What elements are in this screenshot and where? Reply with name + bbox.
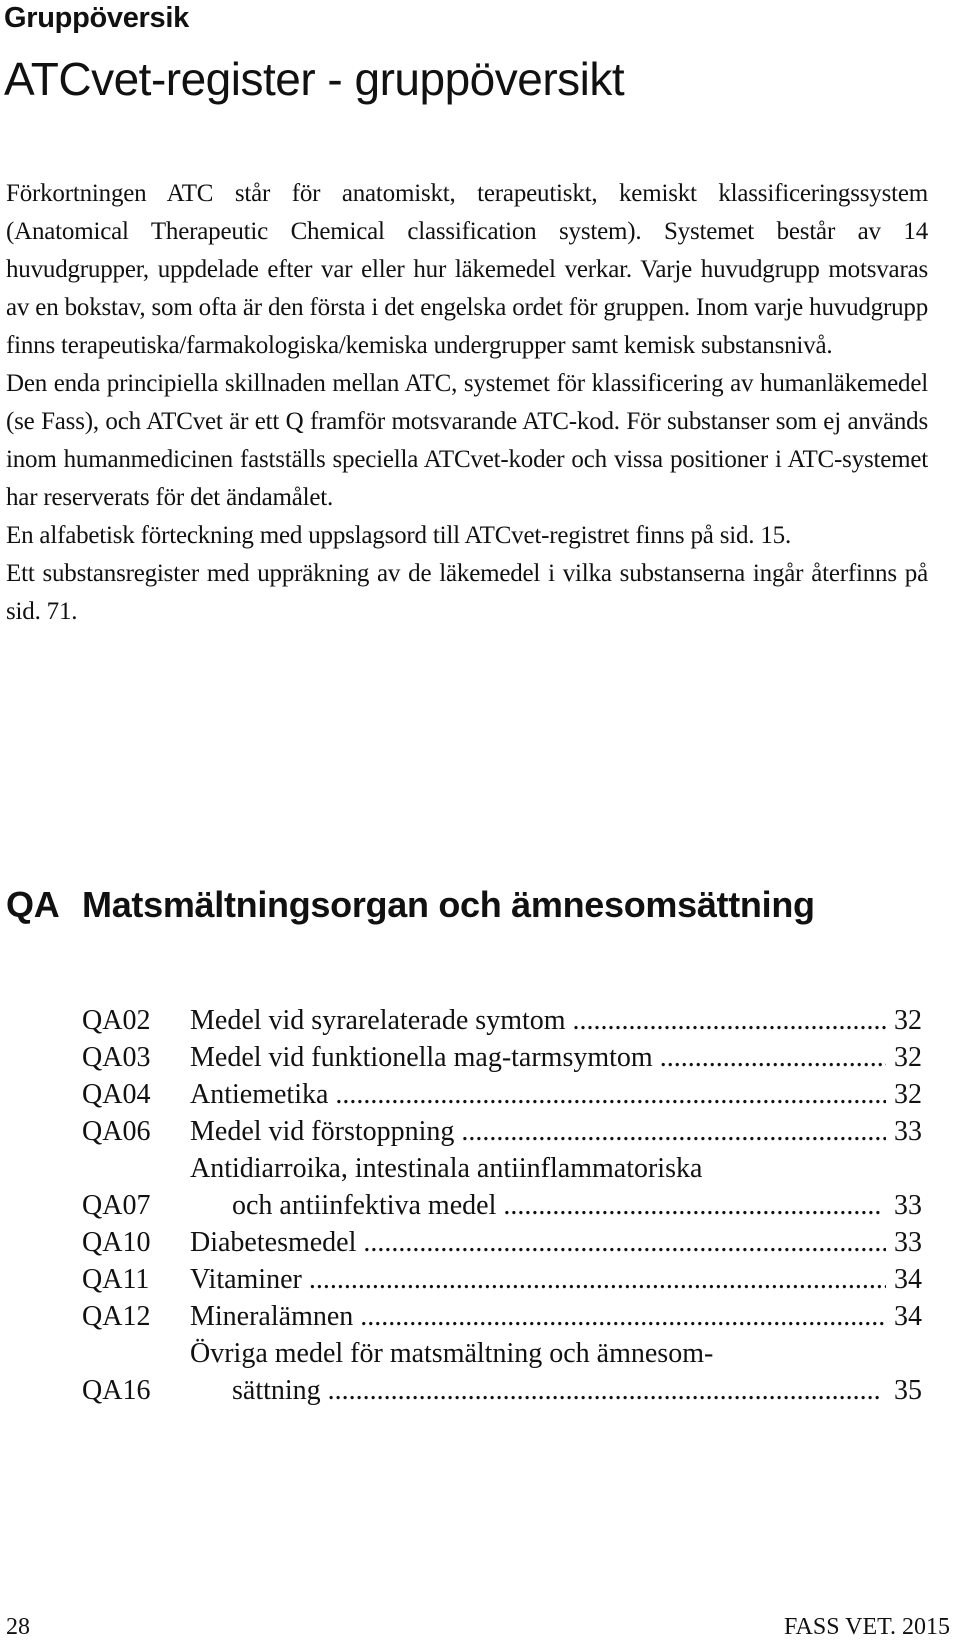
intro-paragraph: Förkortningen ATC står för anatomiskt, terapeutiskt, kemiskt klassificeringssystem (Anatomical Therapeutic Chemical classification system). Systemet består av 14 huvudgrupper, uppdelade efter var eller hur läkemedel verkar. Varje huvudgrupp motsvaras av en bokstav, som ofta är den första i det engelska ordet för gruppen. Inom varje huvudgrupp finns terapeutiska/farmakologiska/kemiska undergrupper samt kemisk substansnivå. xyxy=(6,180,928,359)
toc-code: QA03 xyxy=(82,1042,151,1073)
toc-entry: Medel vid förstoppning ..... xyxy=(190,1113,886,1150)
toc-entry: Diabetesmedel ..... xyxy=(190,1224,886,1261)
toc-row xyxy=(82,1076,922,1113)
toc-entry-line: Antidiarroika, intestinala antiinflammatoriska xyxy=(190,1153,703,1184)
toc-row xyxy=(82,1224,922,1261)
section-heading xyxy=(6,880,906,930)
toc-code: QA16 xyxy=(82,1375,151,1406)
toc-row xyxy=(82,1335,922,1409)
section-code: QA xyxy=(6,884,60,925)
toc-page-number: 34 xyxy=(894,1264,922,1295)
intro-paragraph: Den enda principiella skillnaden mellan ATC, systemet för klassificering av humanläkemedel (se Fass), och ATCvet är ett Q framför motsvarande ATC-kod. För substanser som ej används inom humanmedicinen fastställs speciella ATCvet-koder och vissa positioner i ATC-systemet har reserverats för det ändamålet. xyxy=(6,370,928,511)
page-number: 28 xyxy=(6,1614,30,1640)
toc-code: QA06 xyxy=(82,1116,151,1147)
toc-page-number: 34 xyxy=(894,1301,922,1332)
toc-row xyxy=(82,1150,922,1224)
toc-entry: Medel vid funktionella mag-tarmsymtom ..... xyxy=(190,1039,886,1076)
toc-row xyxy=(82,1039,922,1076)
toc-row xyxy=(82,1261,922,1298)
page-title: ATCvet-register - gruppöversikt xyxy=(4,53,625,105)
toc-entry: Mineralämnen ..... xyxy=(190,1298,886,1335)
toc-entry: Antiemetika ..... xyxy=(190,1076,886,1113)
toc-entry: Vitaminer ..... xyxy=(190,1261,886,1298)
toc-row xyxy=(82,1002,922,1039)
toc-entry xyxy=(190,1150,886,1224)
toc-entry: Medel vid syrarelaterade symtom ..... xyxy=(190,1002,886,1039)
intro-text xyxy=(6,175,928,631)
toc-page-number: 33 xyxy=(894,1190,922,1221)
intro-paragraph: En alfabetisk förteckning med uppslagsord till ATCvet-registret finns på sid. 15. xyxy=(6,522,792,549)
toc-code: QA07 xyxy=(82,1190,151,1221)
toc-page-number: 32 xyxy=(894,1079,922,1110)
toc-entry-line: sättning ..... xyxy=(190,1372,880,1409)
toc-entry xyxy=(190,1335,886,1409)
toc-code: QA04 xyxy=(82,1079,151,1110)
toc-code: QA10 xyxy=(82,1227,151,1258)
running-head: Gruppöversik xyxy=(4,2,189,34)
table-of-contents xyxy=(82,1002,922,1409)
section-title: Matsmältningsorgan och ämnesomsättning xyxy=(82,884,815,925)
toc-code: QA02 xyxy=(82,1005,151,1036)
toc-page-number: 35 xyxy=(894,1375,922,1406)
toc-entry-line: Övriga medel för matsmältning och ämnesom- xyxy=(190,1338,714,1369)
toc-code: QA12 xyxy=(82,1301,151,1332)
publication-name: FASS VET. 2015 xyxy=(783,1614,950,1640)
toc-page-number: 32 xyxy=(894,1005,922,1036)
intro-paragraph: Ett substansregister med uppräkning av de läkemedel i vilka substanserna ingår återfinns på sid. 71. xyxy=(6,560,928,625)
toc-row xyxy=(82,1113,922,1150)
toc-code: QA11 xyxy=(82,1264,150,1295)
toc-page-number: 33 xyxy=(894,1227,922,1258)
toc-entry-line: och antiinfektiva medel ..... xyxy=(190,1187,880,1224)
toc-row xyxy=(82,1298,922,1335)
toc-page-number: 33 xyxy=(894,1116,922,1147)
toc-page-number: 32 xyxy=(894,1042,922,1073)
